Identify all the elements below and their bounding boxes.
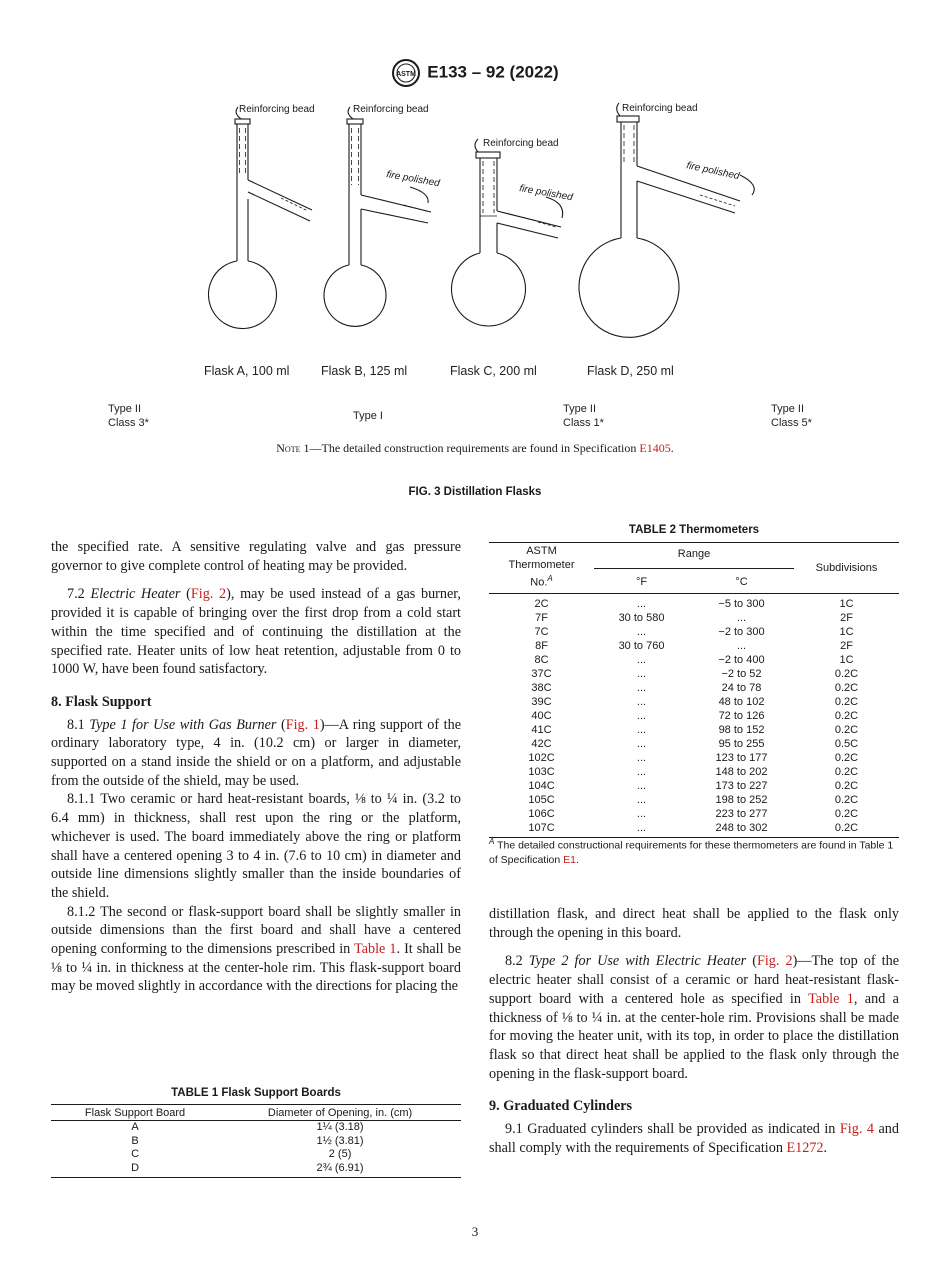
table-cell: 8F xyxy=(535,640,548,653)
type-label-d: Type II Class 5* xyxy=(771,403,812,429)
table-cell: 0.2C xyxy=(834,696,859,709)
table-cell: 173 to 227 xyxy=(715,780,768,793)
table-cell: 38C xyxy=(531,682,552,695)
t2-header-c: °C xyxy=(689,569,794,594)
flask-a-drawing xyxy=(208,107,312,329)
t2-header-subdivisions: Subdivisions xyxy=(815,562,878,575)
figure-caption: FIG. 3 Distillation Flasks xyxy=(408,486,542,498)
table-row: B 1½ (3.81) xyxy=(131,1134,364,1147)
table-2 xyxy=(489,542,899,838)
table-cell: 198 to 252 xyxy=(715,794,768,807)
table-row xyxy=(489,751,899,765)
table-cell: 106C xyxy=(528,808,555,821)
paragraph-8-2: 8.2 Type 2 for Use with Electric Heater (Fig. 2)—The top of the electric heater shall consist of a ceramic or hard heat-resistant flask-support board with a centered hole as specified in Table 1, and a thickness of ⅛ to ¼ in. at the center-hole rim. Provisions shall be made for moving the heater unit, with its top, in order to place the distillation flask so that direct heat shall be applied to the flask only through the opening in the flask-support board. xyxy=(489,953,900,1082)
e1405-link[interactable]: E1405 xyxy=(639,441,671,455)
e1-link[interactable]: E1 xyxy=(563,853,576,866)
table-cell: ... xyxy=(636,738,647,751)
t1-header-diameter: Diameter of Opening, in. (cm) xyxy=(267,1107,413,1119)
table-cell: 123 to 177 xyxy=(715,752,768,765)
flask-d-fire-polished-callout: fire polished xyxy=(685,160,741,183)
table-cell: 0.2C xyxy=(834,794,859,807)
table-cell: 42C xyxy=(531,738,552,751)
table-cell: 30 to 760 xyxy=(618,640,665,653)
flask-a-bead-callout: Reinforcing bead xyxy=(239,104,315,115)
table-cell: 24 to 78 xyxy=(721,682,762,695)
type-label-a: Type II Class 3* xyxy=(108,403,149,429)
table-cell: 0.2C xyxy=(834,724,859,737)
table-cell: ... xyxy=(636,794,647,807)
t2-header-range: Range xyxy=(677,548,711,561)
table-cell: −2 to 52 xyxy=(721,668,762,681)
table-cell: 0.2C xyxy=(834,822,859,835)
table-cell: 8C xyxy=(534,654,549,667)
table-row xyxy=(489,807,899,821)
table-cell: 2F xyxy=(840,640,853,653)
table-cell: 0.2C xyxy=(834,780,859,793)
table-row: A 1¼ (3.18) xyxy=(131,1121,364,1133)
flask-b-fire-polished-callout: fire polished xyxy=(385,169,441,190)
flask-c-bead-callout: Reinforcing bead xyxy=(483,138,559,149)
table-cell: 41C xyxy=(531,724,552,737)
table-row xyxy=(489,681,899,695)
fig-1-link[interactable]: Fig. 1 xyxy=(285,716,320,733)
table-cell: 104C xyxy=(528,780,555,793)
fig-2-link[interactable]: Fig. 2 xyxy=(190,586,227,603)
table-cell: ... xyxy=(736,640,747,653)
flask-d-bead-callout: Reinforcing bead xyxy=(622,103,698,114)
right-column xyxy=(489,905,899,1157)
table-cell: 95 to 255 xyxy=(718,738,765,751)
table-cell: 0.2C xyxy=(834,808,859,821)
table-cell: ... xyxy=(636,668,647,681)
table-cell: 72 to 126 xyxy=(718,710,765,723)
table-cell: 105C xyxy=(528,794,555,807)
table-row: D 2¾ (6.91) xyxy=(131,1161,364,1174)
table-cell: 103C xyxy=(528,766,555,779)
table-cell: 0.2C xyxy=(834,682,859,695)
table-cell: 1C xyxy=(839,626,854,639)
table-cell: 7F xyxy=(535,612,548,625)
paragraph-7-1-cont: the specified rate. A sensitive regulating valve and gas pressure governor to give complete control of heating may be provided. xyxy=(51,539,461,574)
table-1-caption: TABLE 1 Flask Support Boards xyxy=(171,1087,341,1099)
table-cell: 0.2C xyxy=(834,710,859,723)
table-cell: ... xyxy=(636,710,647,723)
table-cell: ... xyxy=(636,598,647,611)
table-cell: 37C xyxy=(531,668,552,681)
table-cell: 2F xyxy=(840,612,853,625)
table-cell: 107C xyxy=(528,822,555,835)
flask-d-label: Flask D, 250 ml xyxy=(587,364,674,378)
table-cell: ... xyxy=(636,752,647,765)
t2-header-f: °F xyxy=(594,569,689,594)
table-cell: −5 to 300 xyxy=(718,598,765,611)
table-cell: 102C xyxy=(528,752,555,765)
table-row xyxy=(489,639,899,653)
distillation-flasks-figure xyxy=(0,95,950,375)
flask-c-label: Flask C, 200 ml xyxy=(450,364,537,378)
table-1 xyxy=(51,1104,461,1178)
table-cell: ... xyxy=(636,808,647,821)
table-cell: 0.2C xyxy=(834,668,859,681)
table-cell: 1C xyxy=(839,598,854,611)
table-row xyxy=(489,611,899,625)
table-cell: 248 to 302 xyxy=(715,822,768,835)
table-row xyxy=(489,695,899,709)
table-2-caption: TABLE 2 Thermometers xyxy=(628,524,760,536)
table-cell: 48 to 102 xyxy=(718,696,765,709)
table-1-link[interactable]: Table 1 xyxy=(354,941,397,958)
table-row xyxy=(489,709,899,723)
table-row xyxy=(489,779,899,793)
t1-header-board: Flask Support Board xyxy=(84,1107,186,1119)
page-header xyxy=(0,58,950,88)
table-row xyxy=(489,793,899,807)
table-cell: 7C xyxy=(534,626,549,639)
table-row xyxy=(489,737,899,751)
table-cell: 2C xyxy=(534,598,549,611)
table-cell: ... xyxy=(636,766,647,779)
t2-header-astm: ASTM Thermometer No.$^A$ xyxy=(508,545,575,589)
flask-b-bead-callout: Reinforcing bead xyxy=(353,104,429,115)
flask-c-drawing xyxy=(452,139,563,326)
table-cell: ... xyxy=(636,696,647,709)
paragraph-8-1-1: 8.1.1 Two ceramic or hard heat-resistant boards, ⅛ to ¼ in. (3.2 to 6.4 mm) in thickness, shall rest upon the ring or the platform, whichever is used. The board immediately above the ring or platform shall have a centered opening 3 to 4 in. (7.6 to 10 cm) in diameter and outside line dimensions slightly smaller than the inside boundaries of the shield. xyxy=(51,791,461,901)
flask-c-fire-polished-callout: fire polished xyxy=(518,183,574,204)
table-row xyxy=(489,597,899,611)
astm-logo xyxy=(391,58,421,88)
table-cell: 0.5C xyxy=(834,738,859,751)
table-cell: 40C xyxy=(531,710,552,723)
paragraph-9-1: 9.1 Graduated cylinders shall be provided as indicated in Fig. 4 and shall comply with the requirements of Specification E1272. xyxy=(489,1121,899,1156)
type-label-b: Type I xyxy=(353,410,383,422)
left-column xyxy=(51,538,461,996)
table-1-link-b[interactable]: Table 1 xyxy=(808,990,854,1007)
e1272-link[interactable]: E1272 xyxy=(786,1139,824,1156)
paragraph-8-1-2: 8.1.2 The second or flask-support board shall be slightly smaller in outside dimensions than the first board and shall have a centered opening conforming to the dimensions prescribed in Table 1. It shall be ⅛ to ¼ in. in thickness at the center-hole rim. This flask-support board may be moved slightly in accordance with the directions for placing the xyxy=(51,903,461,995)
table-cell: 98 to 152 xyxy=(718,724,765,737)
table-cell: 30 to 580 xyxy=(618,612,665,625)
table-row xyxy=(489,653,899,667)
section-8-heading: 8. Flask Support xyxy=(51,693,152,710)
table-cell: ... xyxy=(636,626,647,639)
table-cell: −2 to 300 xyxy=(718,626,765,639)
table-cell: 39C xyxy=(531,696,552,709)
table-cell: 0.2C xyxy=(834,752,859,765)
table-row: C 2 (5) xyxy=(131,1148,352,1160)
table-cell: ... xyxy=(736,612,747,625)
table-cell: 223 to 277 xyxy=(715,808,768,821)
table-row xyxy=(489,625,899,639)
table-cell: ... xyxy=(636,780,647,793)
paragraph-7-2: 7.2 Electric Heater (Fig. 2), may be used instead of a gas burner, provided it is capable of bringing over the first drop from a cold start within the time specified and of continuing the distillation at the specified rate. Heater units of low heat retention, adjustable from 0 to 1000 W, have been found satisfactory. xyxy=(51,586,461,678)
section-9-heading: 9. Graduated Cylinders xyxy=(489,1098,633,1115)
paragraph-8-1-2-cont: distillation flask, and direct heat shall be applied to the flask only through the opening in this board. xyxy=(489,906,899,941)
table-cell: 1C xyxy=(839,654,854,667)
table-cell: 0.2C xyxy=(834,766,859,779)
standard-designation: E133 – 92 (2022) xyxy=(427,62,559,82)
table-cell: ... xyxy=(636,724,647,737)
table-cell: −2 to 400 xyxy=(718,654,765,667)
paragraph-8-1: 8.1 Type 1 for Use with Gas Burner (Fig. 1)—A ring support of the ordinary laboratory type, 4 in. (10.2 cm) or larger in diameter, supported on a stand inside the shield or on a platform, and adjustable from the outside of the shield, may be used. xyxy=(51,716,462,789)
table-2-footnote: $^A$ The detailed constructional requirements for these thermometers are found in Table 1 of Specification E1. xyxy=(489,837,894,866)
svg-text:ASTM: ASTM xyxy=(396,71,417,78)
table-cell: ... xyxy=(636,682,647,695)
fig-2-link-b[interactable]: Fig. 2 xyxy=(756,953,793,970)
page-number: 3 xyxy=(471,1224,479,1239)
table-row xyxy=(489,667,899,681)
table-cell: ... xyxy=(636,654,647,667)
table-cell: 148 to 202 xyxy=(715,766,768,779)
table-row xyxy=(489,765,899,779)
flask-a-label: Flask A, 100 ml xyxy=(204,364,290,378)
table-cell: ... xyxy=(636,822,647,835)
type-label-c: Type II Class 1* xyxy=(563,403,604,429)
figure-note: Note 1—The detailed construction requirements are found in Specification E1405. xyxy=(276,441,674,455)
fig-4-link[interactable]: Fig. 4 xyxy=(839,1121,874,1138)
flask-b-label: Flask B, 125 ml xyxy=(321,364,408,378)
flask-d-drawing xyxy=(579,103,754,337)
flask-b-drawing xyxy=(324,107,431,326)
table-row xyxy=(489,723,899,737)
